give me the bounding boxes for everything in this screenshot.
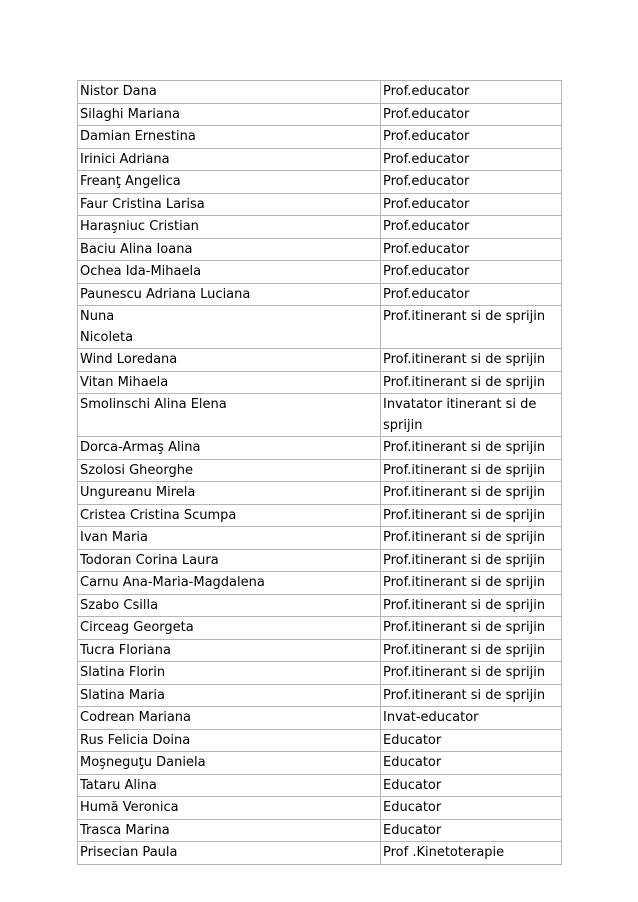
staff-role-cell: Prof.educator [381, 193, 562, 216]
staff-name-cell: Irinici Adriana [78, 148, 381, 171]
table-row [78, 238, 562, 261]
staff-name-cell: Ivan Maria [78, 527, 381, 550]
table-row [78, 437, 562, 460]
table-row [78, 707, 562, 730]
table-row [78, 126, 562, 149]
staff-role-cell: Prof.educator [381, 148, 562, 171]
table-row [78, 594, 562, 617]
staff-name-cell: Wind Loredana [78, 349, 381, 372]
staff-role-cell: Prof.itinerant si de sprijin [381, 459, 562, 482]
staff-role-cell: Educator [381, 797, 562, 820]
staff-role-cell: Educator [381, 752, 562, 775]
staff-name-cell: Moşneguţu Daniela [78, 752, 381, 775]
staff-role-cell: Prof.itinerant si de sprijin [381, 482, 562, 505]
table-row [78, 752, 562, 775]
table-row [78, 617, 562, 640]
table-row [78, 193, 562, 216]
staff-role-cell: Prof.itinerant si de sprijin [381, 572, 562, 595]
staff-name-cell: Carnu Ana-Maria-Magdalena [78, 572, 381, 595]
staff-name-cell: Nistor Dana [78, 81, 381, 104]
staff-role-cell: Prof.educator [381, 171, 562, 194]
staff-table [77, 80, 562, 865]
staff-role-cell: Prof.itinerant si de sprijin [381, 617, 562, 640]
table-row [78, 349, 562, 372]
table-row [78, 482, 562, 505]
staff-role-cell: Prof.educator [381, 283, 562, 306]
staff-role-cell: Prof.itinerant si de sprijin [381, 549, 562, 572]
staff-role-cell: Prof.educator [381, 261, 562, 284]
staff-name-cell: Slatina Florin [78, 662, 381, 685]
table-row [78, 81, 562, 104]
staff-name-cell: Paunescu Adriana Luciana [78, 283, 381, 306]
staff-role-cell: Prof.itinerant si de sprijin [381, 662, 562, 685]
table-row [78, 774, 562, 797]
staff-role-cell: Educator [381, 819, 562, 842]
table-row [78, 171, 562, 194]
staff-name-cell: Slatina Maria [78, 684, 381, 707]
table-row [78, 662, 562, 685]
staff-name-cell: Codrean Mariana [78, 707, 381, 730]
staff-role-cell: Prof.itinerant si de sprijin [381, 684, 562, 707]
staff-role-cell: Prof.educator [381, 103, 562, 126]
staff-role-cell: Prof.itinerant si de sprijin [381, 371, 562, 394]
staff-name-cell: Todoran Corina Laura [78, 549, 381, 572]
staff-name-cell: Ochea Ida-Mihaela [78, 261, 381, 284]
staff-role-cell: Invat-educator [381, 707, 562, 730]
staff-name-text: Nuna Nicoleta [80, 309, 134, 345]
staff-name-cell: Circeag Georgeta [78, 617, 381, 640]
staff-name-cell: Baciu Alina Ioana [78, 238, 381, 261]
table-row [78, 504, 562, 527]
table-row [78, 549, 562, 572]
staff-role-cell: Prof.itinerant si de sprijin [381, 306, 562, 349]
staff-role-cell: Invatator itinerant si de sprijin [381, 394, 562, 437]
staff-name-cell: Dorca-Armaş Alina [78, 437, 381, 460]
table-row [78, 797, 562, 820]
table-row [78, 639, 562, 662]
table-row [78, 103, 562, 126]
staff-name-cell: Tucra Floriana [78, 639, 381, 662]
staff-name-cell: Vitan Mihaela [78, 371, 381, 394]
table-row [78, 459, 562, 482]
table-row [78, 819, 562, 842]
table-row [78, 283, 562, 306]
table-row [78, 148, 562, 171]
staff-role-cell: Prof.educator [381, 126, 562, 149]
table-row [78, 394, 562, 437]
table-row [78, 684, 562, 707]
staff-name-cell: Humă Veronica [78, 797, 381, 820]
staff-name-cell [78, 306, 381, 349]
staff-name-cell: Tataru Alina [78, 774, 381, 797]
staff-name-cell: Haraşniuc Cristian [78, 216, 381, 239]
staff-role-cell: Prof.itinerant si de sprijin [381, 437, 562, 460]
staff-role-cell: Prof.itinerant si de sprijin [381, 527, 562, 550]
staff-name-cell: Szabo Csilla [78, 594, 381, 617]
staff-role-cell: Educator [381, 729, 562, 752]
staff-name-cell: Faur Cristina Larisa [78, 193, 381, 216]
table-row [78, 371, 562, 394]
staff-name-cell: Smolinschi Alina Elena [78, 394, 381, 437]
staff-role-cell: Prof.itinerant si de sprijin [381, 504, 562, 527]
table-row [78, 572, 562, 595]
table-row [78, 527, 562, 550]
staff-name-cell: Szolosi Gheorghe [78, 459, 381, 482]
staff-role-cell: Prof.itinerant si de sprijin [381, 639, 562, 662]
staff-role-cell: Educator [381, 774, 562, 797]
table-row [78, 216, 562, 239]
staff-role-cell: Prof.itinerant si de sprijin [381, 594, 562, 617]
staff-role-cell: Prof.educator [381, 81, 562, 104]
table-row [78, 261, 562, 284]
staff-table-body [78, 81, 562, 865]
staff-role-cell: Prof.itinerant si de sprijin [381, 349, 562, 372]
staff-name-cell: Damian Ernestina [78, 126, 381, 149]
staff-name-cell: Freanţ Angelica [78, 171, 381, 194]
staff-name-cell: Cristea Cristina Scumpa [78, 504, 381, 527]
staff-name-cell: Trasca Marina [78, 819, 381, 842]
staff-name-cell: Rus Felicia Doina [78, 729, 381, 752]
staff-role-cell: Prof.educator [381, 238, 562, 261]
staff-name-cell: Prisecian Paula [78, 842, 381, 865]
staff-name-cell: Silaghi Mariana [78, 103, 381, 126]
table-row [78, 842, 562, 865]
table-row [78, 306, 562, 349]
staff-name-cell: Ungureanu Mirela [78, 482, 381, 505]
staff-role-cell: Prof.educator [381, 216, 562, 239]
table-row [78, 729, 562, 752]
staff-role-cell: Prof .Kinetoterapie [381, 842, 562, 865]
